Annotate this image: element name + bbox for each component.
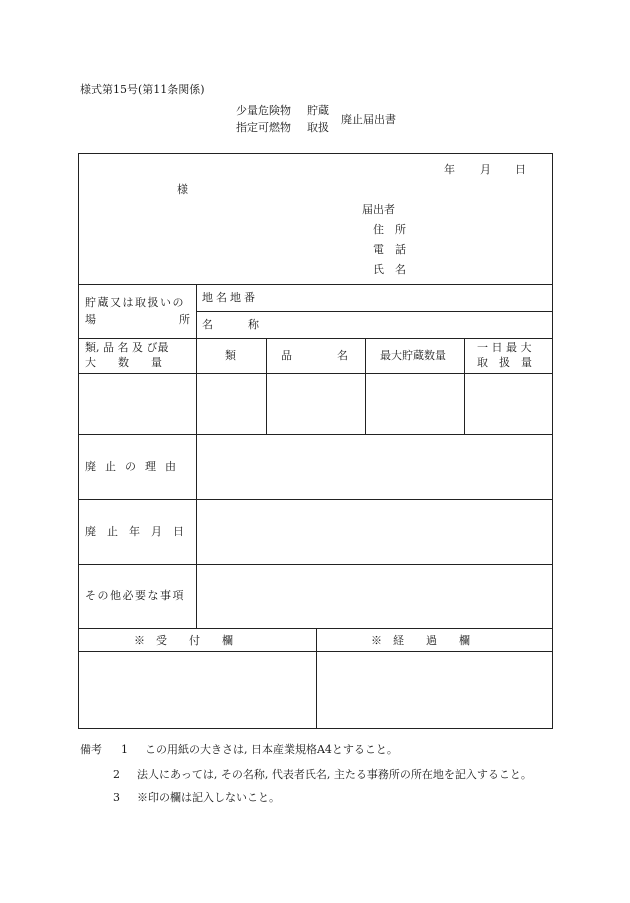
rule bbox=[464, 338, 465, 434]
remark-number: 2 bbox=[113, 768, 120, 781]
address-label: 住 所 bbox=[373, 223, 406, 236]
title-storage: 貯蔵 bbox=[307, 104, 329, 117]
date-month-label: 月 bbox=[480, 163, 491, 176]
reception-column-header: ※ 受 付 欄 bbox=[134, 634, 233, 647]
rule bbox=[79, 564, 552, 565]
remark-number: 1 bbox=[121, 743, 128, 756]
remark-item bbox=[113, 766, 532, 782]
date-day-label: 日 bbox=[515, 163, 526, 176]
rule bbox=[196, 311, 552, 312]
daily-max-column-header-line2: 取 扱 量 bbox=[477, 356, 532, 369]
daily-max-column-header: 一 日 最 大 bbox=[477, 341, 532, 354]
rule bbox=[196, 284, 197, 628]
item-name-right: 名 bbox=[337, 349, 348, 362]
rule bbox=[79, 373, 552, 374]
facility-name-left: 名 bbox=[202, 318, 213, 331]
location-label-line2 bbox=[85, 314, 190, 325]
name-label: 氏 名 bbox=[373, 263, 406, 276]
form-number: 様式第15号(第11条関係) bbox=[80, 83, 205, 96]
title-designated-combustibles: 指定可燃物 bbox=[236, 121, 291, 134]
abolition-date-label: 廃止年月日 bbox=[85, 525, 195, 538]
abolition-reason-label: 廃止の理由 bbox=[85, 460, 185, 473]
phone-label: 電 話 bbox=[373, 243, 406, 256]
title-handling: 取扱 bbox=[307, 121, 329, 134]
facility-name-right: 称 bbox=[248, 318, 259, 331]
rule bbox=[79, 434, 552, 435]
remark-number: 3 bbox=[113, 791, 120, 804]
item-name-left: 品 bbox=[281, 349, 292, 362]
item-name-column-header bbox=[281, 350, 348, 361]
location-label-right: 所 bbox=[179, 313, 190, 326]
location-label: 貯蔵又は取扱いの bbox=[85, 296, 185, 309]
form-table bbox=[78, 153, 553, 729]
progress-column-header: ※ 経 過 欄 bbox=[371, 634, 470, 647]
addressee-suffix: 様 bbox=[177, 183, 188, 196]
notifier-label: 届出者 bbox=[362, 203, 395, 216]
rule bbox=[316, 628, 317, 729]
max-storage-column-header: 最大貯蔵数量 bbox=[380, 349, 446, 362]
remarks bbox=[80, 741, 398, 757]
title-hazardous-materials: 少量危険物 bbox=[236, 104, 291, 117]
materials-label: 類, 品 名 及 び最 bbox=[85, 341, 169, 354]
location-label-left: 場 bbox=[85, 313, 96, 326]
address-number-label: 地名地番 bbox=[202, 291, 258, 304]
other-matters-label: その他必要な事項 bbox=[85, 589, 185, 602]
remark-text: 法人にあっては, その名称, 代表者氏名, 主たる事務所の所在地を記入すること。 bbox=[137, 768, 532, 781]
facility-name-label bbox=[202, 319, 259, 330]
remark-text: この用紙の大きさは, 日本産業規格A4とすること。 bbox=[145, 743, 398, 756]
title-abolition-notice: 廃止届出書 bbox=[341, 113, 396, 126]
date-year-label: 年 bbox=[444, 163, 455, 176]
materials-label-line2: 大 数 量 bbox=[85, 356, 162, 369]
rule bbox=[365, 338, 366, 434]
rule bbox=[266, 338, 267, 434]
class-column-header: 類 bbox=[225, 349, 236, 362]
rule bbox=[79, 284, 552, 285]
rule bbox=[79, 499, 552, 500]
remark-item bbox=[113, 789, 280, 805]
remark-text: ※印の欄は記入しないこと。 bbox=[137, 791, 280, 804]
remarks-heading: 備考 bbox=[80, 743, 102, 756]
rule bbox=[79, 338, 552, 339]
